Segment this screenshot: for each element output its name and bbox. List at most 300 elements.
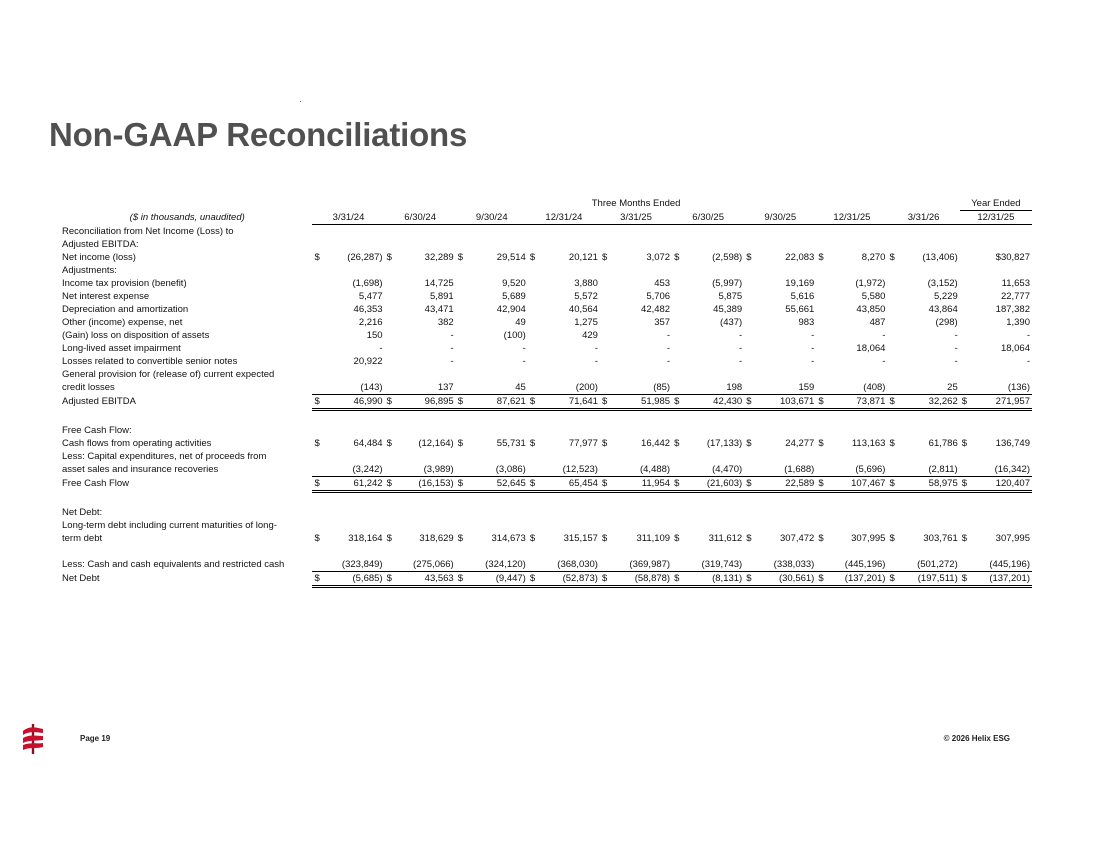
cell-value: -	[450, 329, 454, 341]
currency-symbol	[600, 450, 614, 463]
currency-symbol	[600, 264, 614, 277]
currency-symbol	[385, 355, 399, 368]
currency-symbol	[456, 506, 470, 519]
cell-value: 65,454	[542, 476, 600, 491]
page-title: Non-GAAP Reconciliations	[49, 116, 468, 153]
currency-symbol	[528, 316, 542, 329]
currency-symbol: $	[457, 532, 464, 544]
currency-symbol	[528, 506, 542, 519]
helix-logo-icon	[21, 723, 45, 755]
currency-symbol	[456, 450, 470, 463]
currency-symbol	[456, 519, 470, 532]
currency-symbol	[672, 264, 686, 277]
currency-symbol: $	[960, 476, 974, 491]
cell-value: 3,880	[574, 277, 598, 289]
cell-value: 58,975	[901, 476, 959, 491]
cell-value: (12,523)	[542, 463, 600, 477]
currency-symbol	[600, 329, 614, 342]
cell-value: (30,561)	[758, 571, 816, 586]
cell-value	[614, 238, 672, 251]
cell-value: 18,064	[1000, 342, 1030, 354]
cell-value: -	[594, 355, 598, 367]
cell-value: 55,731	[496, 437, 526, 449]
cell-value: (85)	[614, 381, 672, 395]
cell-value: -	[379, 342, 383, 354]
currency-symbol	[960, 316, 974, 329]
table-row	[62, 264, 1032, 277]
cell-value: (3,242)	[326, 463, 384, 477]
currency-symbol: $	[386, 251, 392, 263]
currency-symbol	[528, 368, 542, 381]
currency-symbol	[887, 506, 901, 519]
table-row	[62, 368, 1032, 381]
currency-symbol: $	[674, 437, 680, 449]
cell-value	[974, 264, 1032, 277]
currency-symbol	[600, 519, 614, 532]
cell-value	[614, 424, 672, 437]
currency-symbol	[744, 506, 758, 519]
cell-value	[614, 519, 672, 532]
cell-value	[901, 225, 959, 238]
row-label: Less: Capital expenditures, net of proceeds from	[62, 450, 267, 462]
cell-value: 46,990	[326, 394, 384, 409]
currency-symbol	[816, 558, 830, 572]
currency-symbol	[744, 329, 758, 342]
currency-symbol: $	[456, 476, 470, 491]
cell-value: -	[739, 329, 743, 341]
currency-symbol	[960, 290, 974, 303]
currency-symbol	[528, 342, 542, 355]
table-row	[62, 409, 1032, 424]
currency-symbol: $	[314, 532, 320, 544]
cell-value: 42,904	[496, 303, 526, 315]
cell-value	[758, 225, 816, 238]
currency-symbol	[672, 355, 686, 368]
currency-symbol	[816, 342, 830, 355]
currency-symbol	[600, 303, 614, 316]
cell-value	[830, 368, 887, 381]
cell-value	[758, 450, 816, 463]
cell-value: 16,442	[641, 437, 671, 449]
currency-symbol	[600, 368, 614, 381]
currency-symbol	[816, 381, 830, 395]
cell-value	[399, 225, 456, 238]
cell-value: 187,382	[995, 303, 1030, 315]
cell-value	[399, 424, 456, 437]
currency-symbol	[744, 368, 758, 381]
currency-symbol	[744, 238, 758, 251]
currency-symbol	[887, 277, 901, 290]
currency-symbol	[816, 290, 830, 303]
row-label: Reconciliation from Net Income (Loss) to	[62, 225, 234, 237]
cell-value	[542, 519, 600, 532]
cell-value: 52,645	[470, 476, 528, 491]
currency-symbol	[456, 424, 470, 437]
currency-symbol	[744, 225, 758, 238]
currency-symbol	[456, 558, 470, 572]
cell-value	[326, 424, 384, 437]
currency-symbol	[528, 424, 542, 437]
currency-symbol	[312, 424, 326, 437]
row-label: Long-lived asset impairment	[62, 342, 181, 354]
currency-symbol	[887, 238, 901, 251]
cell-value: 103,671	[758, 394, 816, 409]
cell-value	[686, 225, 744, 238]
currency-symbol	[816, 316, 830, 329]
currency-symbol	[312, 290, 326, 303]
cell-value: -	[811, 329, 815, 341]
cell-value	[614, 225, 672, 238]
cell-value	[686, 424, 744, 437]
cell-value: 113,163	[851, 437, 886, 449]
cell-value	[614, 368, 672, 381]
currency-symbol	[528, 519, 542, 532]
currency-symbol	[528, 277, 542, 290]
cell-value: (16,153)	[399, 476, 456, 491]
cell-value	[542, 238, 600, 251]
cell-value: (200)	[542, 381, 600, 395]
cell-value: 43,850	[856, 303, 886, 315]
cell-value: (408)	[830, 381, 887, 395]
currency-symbol	[887, 463, 901, 477]
cell-value	[542, 424, 600, 437]
cell-value	[399, 264, 456, 277]
cell-value	[542, 264, 600, 277]
cell-value: (5,685)	[326, 571, 384, 586]
table-row	[62, 342, 1032, 355]
cell-value: -	[882, 329, 886, 341]
currency-symbol	[744, 264, 758, 277]
cell-value: 5,477	[358, 290, 383, 302]
cell-value: (143)	[326, 381, 384, 395]
cell-value: (338,033)	[758, 558, 816, 572]
cell-value: -	[666, 342, 671, 354]
currency-symbol: $	[386, 532, 392, 544]
currency-symbol	[672, 519, 686, 532]
currency-symbol	[385, 463, 399, 477]
currency-symbol	[816, 424, 830, 437]
table-row	[62, 238, 1032, 251]
row-label: credit losses	[62, 381, 115, 393]
currency-symbol	[528, 238, 542, 251]
currency-symbol	[600, 290, 614, 303]
cell-value	[614, 450, 672, 463]
currency-symbol	[672, 424, 686, 437]
currency-symbol	[960, 329, 974, 342]
cell-value: 983	[798, 316, 815, 328]
currency-symbol	[672, 506, 686, 519]
currency-symbol: $	[600, 394, 614, 409]
currency-symbol	[528, 290, 542, 303]
currency-symbol: $	[746, 532, 752, 544]
currency-symbol: $	[818, 437, 824, 449]
cell-value: 487	[869, 316, 886, 328]
period-header-2: 9/30/24	[456, 211, 528, 225]
cell-value: (445,196)	[830, 558, 887, 572]
currency-symbol	[312, 342, 326, 355]
currency-symbol: $	[314, 437, 320, 449]
currency-symbol	[960, 450, 974, 463]
cell-value	[974, 424, 1032, 437]
cell-value: (5,997)	[712, 277, 743, 289]
cell-value: 49	[515, 316, 526, 328]
currency-symbol	[600, 463, 614, 477]
cell-value: (501,272)	[901, 558, 959, 572]
currency-symbol	[960, 277, 974, 290]
cell-value: 198	[686, 381, 744, 395]
row-label: Free Cash Flow:	[62, 424, 132, 436]
currency-symbol	[816, 277, 830, 290]
table-row	[62, 251, 1032, 264]
cell-value: -	[954, 355, 958, 367]
cell-value	[686, 519, 744, 532]
cell-value: 73,871	[830, 394, 887, 409]
currency-symbol	[528, 355, 542, 368]
table-row	[62, 277, 1032, 290]
currency-symbol	[312, 277, 326, 290]
currency-symbol	[456, 225, 470, 238]
cell-value: 19,169	[785, 277, 815, 289]
currency-symbol	[600, 506, 614, 519]
table-row	[62, 437, 1032, 450]
currency-symbol	[528, 381, 542, 395]
cell-value	[399, 368, 456, 381]
cell-value: -	[1026, 329, 1030, 341]
cell-value: 14,725	[424, 277, 454, 289]
cell-value	[758, 424, 816, 437]
table-row	[62, 476, 1032, 491]
cell-value: 18,064	[856, 342, 886, 354]
currency-symbol: $	[529, 437, 536, 449]
currency-symbol	[600, 342, 614, 355]
table-row	[62, 381, 1032, 395]
table-row	[62, 558, 1032, 572]
currency-symbol	[816, 506, 830, 519]
cell-value: 9,520	[502, 277, 526, 289]
currency-symbol	[960, 424, 974, 437]
currency-symbol	[672, 303, 686, 316]
cell-value: 20,922	[353, 355, 383, 367]
currency-symbol	[744, 355, 758, 368]
currency-symbol: $	[889, 251, 895, 263]
cell-value	[901, 368, 959, 381]
cell-value: 303,761	[923, 532, 958, 544]
currency-symbol	[960, 251, 974, 264]
currency-symbol	[385, 225, 399, 238]
cell-value: -	[450, 342, 454, 354]
cell-value: 5,689	[502, 290, 526, 302]
cell-value: -	[522, 342, 526, 354]
cell-value: 87,621	[470, 394, 528, 409]
cell-value	[758, 238, 816, 251]
cell-value: 24,277	[785, 437, 815, 449]
cell-value: 8,270	[861, 251, 886, 263]
cell-value: (369,987)	[614, 558, 672, 572]
cell-value	[542, 506, 600, 519]
cell-value: (21,603)	[686, 476, 744, 491]
currency-symbol: $	[312, 394, 326, 409]
currency-symbol	[816, 225, 830, 238]
cell-value	[758, 506, 816, 519]
table-row	[62, 329, 1032, 342]
row-label: Net Debt	[62, 573, 100, 584]
period-header-4: 3/31/25	[600, 211, 672, 225]
currency-symbol	[312, 463, 326, 477]
cell-value: -	[594, 342, 598, 354]
currency-symbol	[312, 329, 326, 342]
currency-symbol	[960, 303, 974, 316]
currency-symbol	[456, 277, 470, 290]
row-label: General provision for (release of) current expected	[62, 368, 275, 380]
currency-symbol: $	[456, 571, 470, 586]
currency-symbol	[312, 506, 326, 519]
cell-value: 46,353	[353, 303, 383, 315]
currency-symbol	[744, 342, 758, 355]
table-row	[62, 303, 1032, 316]
currency-symbol: $	[672, 476, 686, 491]
currency-symbol	[672, 277, 686, 290]
cell-value	[470, 368, 528, 381]
cell-value: 136,749	[995, 437, 1030, 449]
currency-symbol	[600, 238, 614, 251]
cell-value	[830, 424, 887, 437]
cell-value: -	[882, 355, 886, 367]
currency-symbol	[887, 450, 901, 463]
currency-symbol	[960, 506, 974, 519]
currency-symbol: $	[960, 394, 974, 409]
currency-symbol	[672, 368, 686, 381]
cell-value	[830, 225, 887, 238]
row-label: Less: Cash and cash equivalents and restricted cash	[62, 558, 285, 570]
currency-symbol	[385, 290, 399, 303]
cell-value: (16,342)	[974, 463, 1032, 477]
currency-symbol: $	[744, 476, 758, 491]
cell-value: (1,972)	[855, 277, 886, 289]
cell-value	[974, 519, 1032, 532]
cell-value	[974, 450, 1032, 463]
currency-symbol: $	[385, 476, 399, 491]
cell-value: (1,688)	[758, 463, 816, 477]
currency-symbol	[816, 264, 830, 277]
currency-symbol	[385, 450, 399, 463]
cell-value: 43,471	[424, 303, 454, 315]
cell-value	[686, 506, 744, 519]
currency-symbol	[672, 290, 686, 303]
cell-value	[399, 506, 456, 519]
cell-value	[901, 519, 959, 532]
currency-symbol	[312, 519, 326, 532]
cell-value	[470, 225, 528, 238]
cell-value: 64,484	[353, 437, 383, 449]
cell-value: (324,120)	[470, 558, 528, 572]
currency-symbol: $	[746, 437, 752, 449]
currency-symbol	[960, 225, 974, 238]
cell-value	[758, 264, 816, 277]
currency-symbol	[600, 424, 614, 437]
cell-value: 5,706	[646, 290, 671, 302]
cell-value	[830, 519, 887, 532]
page-number: Page 19	[80, 734, 111, 743]
three-months-ended-header: Three Months Ended	[591, 198, 681, 210]
currency-symbol	[385, 368, 399, 381]
table-row	[62, 290, 1032, 303]
cell-value	[326, 225, 384, 238]
cell-value: (2,598)	[712, 251, 743, 263]
cell-value: (136)	[974, 381, 1032, 395]
cell-value: $30,827	[995, 251, 1030, 263]
currency-symbol	[312, 355, 326, 368]
cell-value: -	[954, 342, 958, 354]
period-header-9: 12/31/25	[960, 211, 1032, 225]
currency-symbol: $	[457, 437, 464, 449]
cell-value: (3,086)	[470, 463, 528, 477]
cell-value	[901, 506, 959, 519]
period-header-6: 9/30/25	[744, 211, 816, 225]
currency-symbol	[312, 381, 326, 395]
year-ended-header: Year Ended	[960, 197, 1032, 211]
currency-symbol	[385, 506, 399, 519]
cell-value: (4,470)	[686, 463, 744, 477]
currency-symbol	[744, 558, 758, 572]
cell-value	[901, 424, 959, 437]
row-label: term debt	[62, 532, 103, 544]
currency-symbol	[312, 238, 326, 251]
row-label: Adjustments:	[62, 264, 117, 276]
row-label: Net Debt:	[62, 506, 103, 518]
cell-value: 11,653	[1001, 277, 1030, 289]
currency-symbol	[528, 329, 542, 342]
currency-symbol: $	[529, 251, 536, 263]
cell-value: 1,275	[574, 316, 598, 328]
currency-symbol	[960, 342, 974, 355]
currency-symbol	[816, 329, 830, 342]
currency-symbol: $	[601, 251, 608, 263]
period-header-5: 6/30/25	[672, 211, 744, 225]
currency-symbol: $	[386, 437, 392, 449]
currency-symbol	[672, 225, 686, 238]
currency-symbol	[960, 368, 974, 381]
currency-symbol: $	[816, 571, 830, 586]
currency-symbol	[456, 290, 470, 303]
cell-value: 314,673	[491, 532, 526, 544]
currency-symbol	[887, 368, 901, 381]
cell-value: 107,467	[830, 476, 887, 491]
copyright-text: © 2026 Helix ESG	[943, 734, 1010, 743]
currency-symbol: $	[385, 394, 399, 409]
cell-value: 2,216	[358, 316, 383, 328]
cell-value: 61,242	[326, 476, 384, 491]
table-row	[62, 491, 1032, 506]
currency-symbol	[672, 329, 686, 342]
cell-value: (100)	[503, 329, 526, 341]
cell-value: 307,995	[851, 532, 886, 544]
cell-value: 159	[758, 381, 816, 395]
currency-symbol	[960, 238, 974, 251]
cell-value	[470, 506, 528, 519]
currency-symbol	[744, 450, 758, 463]
currency-symbol	[887, 225, 901, 238]
cell-value: 1,390	[1006, 316, 1030, 328]
cell-value: 96,895	[399, 394, 456, 409]
currency-symbol	[600, 381, 614, 395]
currency-symbol	[960, 463, 974, 477]
cell-value: 42,430	[686, 394, 744, 409]
currency-symbol: $	[961, 532, 968, 544]
cell-value: 311,109	[636, 532, 671, 544]
cell-value: -	[811, 355, 815, 367]
currency-symbol	[816, 519, 830, 532]
cell-value: 45	[470, 381, 528, 395]
